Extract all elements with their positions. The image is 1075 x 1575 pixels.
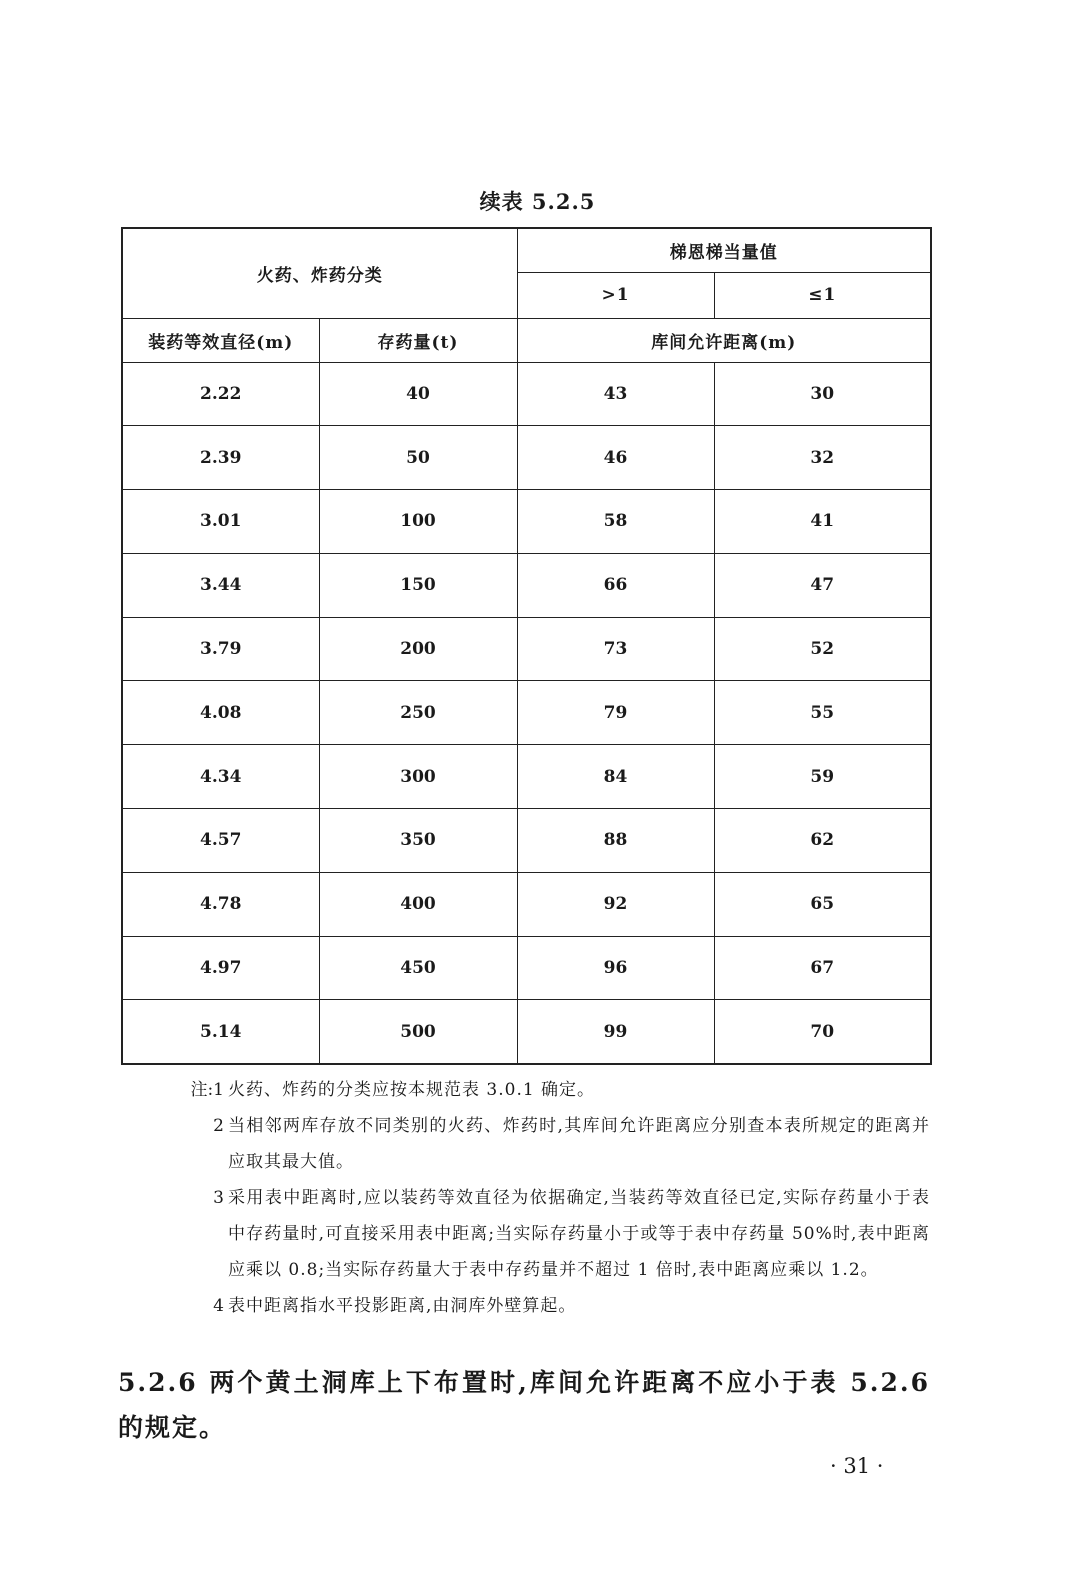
page-number: · 31 · xyxy=(830,1454,884,1478)
cell-storage: 150 xyxy=(319,553,517,617)
cell-distance-gt1: 43 xyxy=(517,362,714,426)
cell-diameter: 2.22 xyxy=(122,362,319,426)
note-text: 采用表中距离时,应以装药等效直径为依据确定,当装药等效直径已定,实际存药量小于表中存药量时,可直接采用表中距离;当实际存药量小于或等于表中存药量 50%时,表中距离应乘以 0.8;当实际存药量大于表中存药量并不超过 1 倍时,表中距离应乘以 1.2。 xyxy=(228,1188,930,1280)
cell-distance-gt1: 58 xyxy=(517,490,714,554)
note-item xyxy=(160,1180,930,1288)
cell-distance-le1: 30 xyxy=(714,362,931,426)
cell-diameter: 4.34 xyxy=(122,745,319,809)
clause-5-2-6: 5.2.6 两个黄土洞库上下布置时,库间允许距离不应小于表 5.2.6的规定。 xyxy=(118,1368,930,1442)
table-notes xyxy=(160,1072,930,1324)
cell-storage: 250 xyxy=(319,681,517,745)
cell-storage: 40 xyxy=(319,362,517,426)
cell-distance-gt1: 79 xyxy=(517,681,714,745)
cell-diameter: 4.08 xyxy=(122,681,319,745)
note-item xyxy=(160,1288,930,1324)
note-item xyxy=(160,1072,930,1108)
note-text: 表中距离指水平投影距离,由洞库外壁算起。 xyxy=(228,1296,577,1316)
cell-storage: 100 xyxy=(319,490,517,554)
table-row xyxy=(122,872,931,936)
cell-distance-gt1: 66 xyxy=(517,553,714,617)
cell-distance-gt1: 73 xyxy=(517,617,714,681)
table-row xyxy=(122,426,931,490)
cell-diameter: 4.78 xyxy=(122,872,319,936)
table-row xyxy=(122,809,931,873)
cell-distance-le1: 41 xyxy=(714,490,931,554)
cell-storage: 200 xyxy=(319,617,517,681)
cell-diameter: 5.14 xyxy=(122,1000,319,1064)
cell-distance-gt1: 99 xyxy=(517,1000,714,1064)
cell-storage: 400 xyxy=(319,872,517,936)
cell-distance-le1: 55 xyxy=(714,681,931,745)
cell-distance-gt1: 92 xyxy=(517,872,714,936)
table-row xyxy=(122,490,931,554)
table-row xyxy=(122,362,931,426)
table-caption: 续表 5.2.5 xyxy=(479,189,596,214)
note-item xyxy=(160,1108,930,1180)
cell-storage: 350 xyxy=(319,809,517,873)
cell-distance-le1: 47 xyxy=(714,553,931,617)
header-diameter: 装药等效直径(m) xyxy=(122,318,319,362)
table-row xyxy=(122,745,931,809)
cell-storage: 300 xyxy=(319,745,517,809)
note-label: 4 xyxy=(213,1296,224,1316)
table-row xyxy=(122,1000,931,1064)
cell-diameter: 2.39 xyxy=(122,426,319,490)
table-row xyxy=(122,936,931,1000)
note-text: 火药、炸药的分类应按本规范表 3.0.1 确定。 xyxy=(228,1080,596,1100)
cell-storage: 50 xyxy=(319,426,517,490)
cell-diameter: 3.44 xyxy=(122,553,319,617)
cell-distance-gt1: 46 xyxy=(517,426,714,490)
cell-diameter: 3.79 xyxy=(122,617,319,681)
cell-diameter: 4.97 xyxy=(122,936,319,1000)
header-le1: ≤1 xyxy=(714,272,931,318)
table-row xyxy=(122,553,931,617)
cell-distance-le1: 65 xyxy=(714,872,931,936)
table-row xyxy=(122,681,931,745)
cell-distance-le1: 52 xyxy=(714,617,931,681)
cell-distance-le1: 32 xyxy=(714,426,931,490)
table-row xyxy=(122,617,931,681)
cell-distance-gt1: 96 xyxy=(517,936,714,1000)
cell-storage: 500 xyxy=(319,1000,517,1064)
cell-distance-gt1: 84 xyxy=(517,745,714,809)
header-distance: 库间允许距离(m) xyxy=(517,318,931,362)
cell-diameter: 4.57 xyxy=(122,809,319,873)
cell-distance-gt1: 88 xyxy=(517,809,714,873)
cell-distance-le1: 62 xyxy=(714,809,931,873)
header-classification: 火药、炸药分类 xyxy=(122,228,517,318)
cell-diameter: 3.01 xyxy=(122,490,319,554)
header-tnt-equivalent: 梯恩梯当量值 xyxy=(517,228,931,272)
header-gt1: >1 xyxy=(517,272,714,318)
cell-distance-le1: 59 xyxy=(714,745,931,809)
note-label: 3 xyxy=(213,1188,224,1208)
header-storage: 存药量(t) xyxy=(319,318,517,362)
distance-table xyxy=(121,227,932,1065)
note-text: 当相邻两库存放不同类别的火药、炸药时,其库间允许距离应分别查本表所规定的距离并应取其最大值。 xyxy=(228,1116,930,1172)
cell-storage: 450 xyxy=(319,936,517,1000)
cell-distance-le1: 67 xyxy=(714,936,931,1000)
note-label: 注:1 xyxy=(190,1080,224,1100)
note-label: 2 xyxy=(213,1116,224,1136)
cell-distance-le1: 70 xyxy=(714,1000,931,1064)
